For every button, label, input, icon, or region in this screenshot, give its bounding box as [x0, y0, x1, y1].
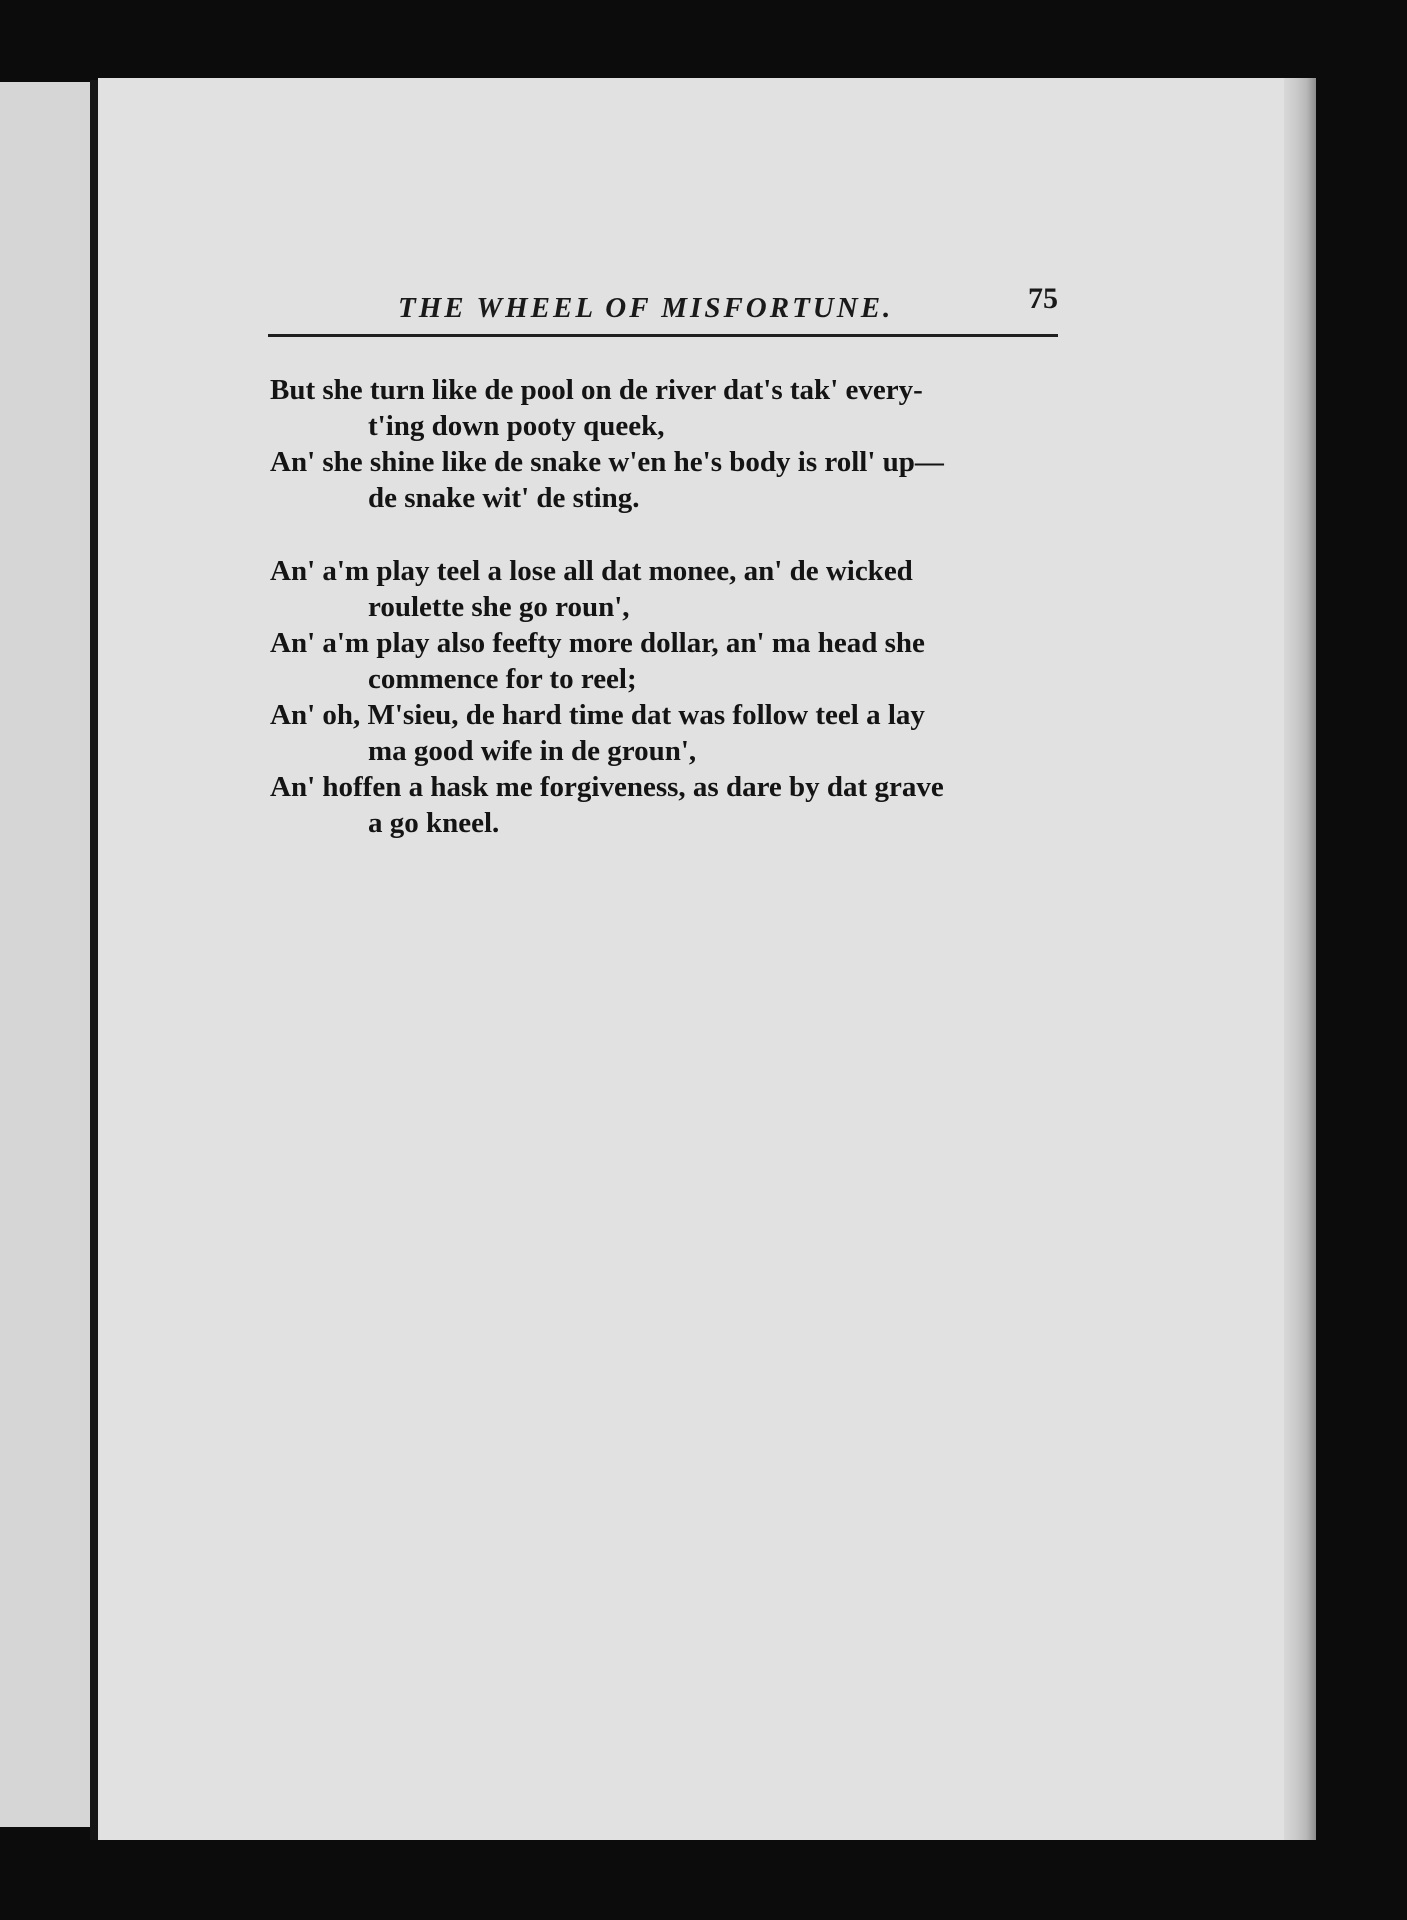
book-page: [98, 78, 1308, 1840]
stanza: [270, 553, 1070, 841]
poem-line: de snake wit' de sting.: [368, 482, 640, 514]
facing-page-edge: [0, 82, 92, 1827]
poem-line: But she turn like de pool on de river dat's tak' every-: [270, 374, 923, 406]
poem-line: commence for to reel;: [368, 663, 637, 695]
running-title: THE WHEEL OF MISFORTUNE.: [398, 292, 894, 324]
poem-line: An' she shine like de snake w'en he's body is roll' up—: [270, 446, 944, 478]
poem-line: An' oh, M'sieu, de hard time dat was follow teel a lay: [270, 699, 925, 731]
poem-text: [270, 372, 1070, 878]
page-number: 75: [1028, 282, 1058, 315]
book-gutter: [90, 80, 98, 1840]
poem-line: roulette she go roun',: [368, 591, 630, 623]
poem-line: An' a'm play teel a lose all dat monee, an' de wicked: [270, 555, 913, 587]
poem-line: An' hoffen a hask me forgiveness, as dare by dat grave: [270, 771, 944, 803]
header-rule: [268, 334, 1058, 337]
poem-line: t'ing down pooty queek,: [368, 410, 665, 442]
page-edge-shadow: [1284, 78, 1316, 1840]
poem-line: ma good wife in de groun',: [368, 735, 697, 767]
page-header: [268, 268, 1058, 338]
poem-line: An' a'm play also feefty more dollar, an' ma head she: [270, 627, 925, 659]
poem-line: a go kneel.: [368, 807, 500, 839]
stanza: [270, 372, 1070, 516]
